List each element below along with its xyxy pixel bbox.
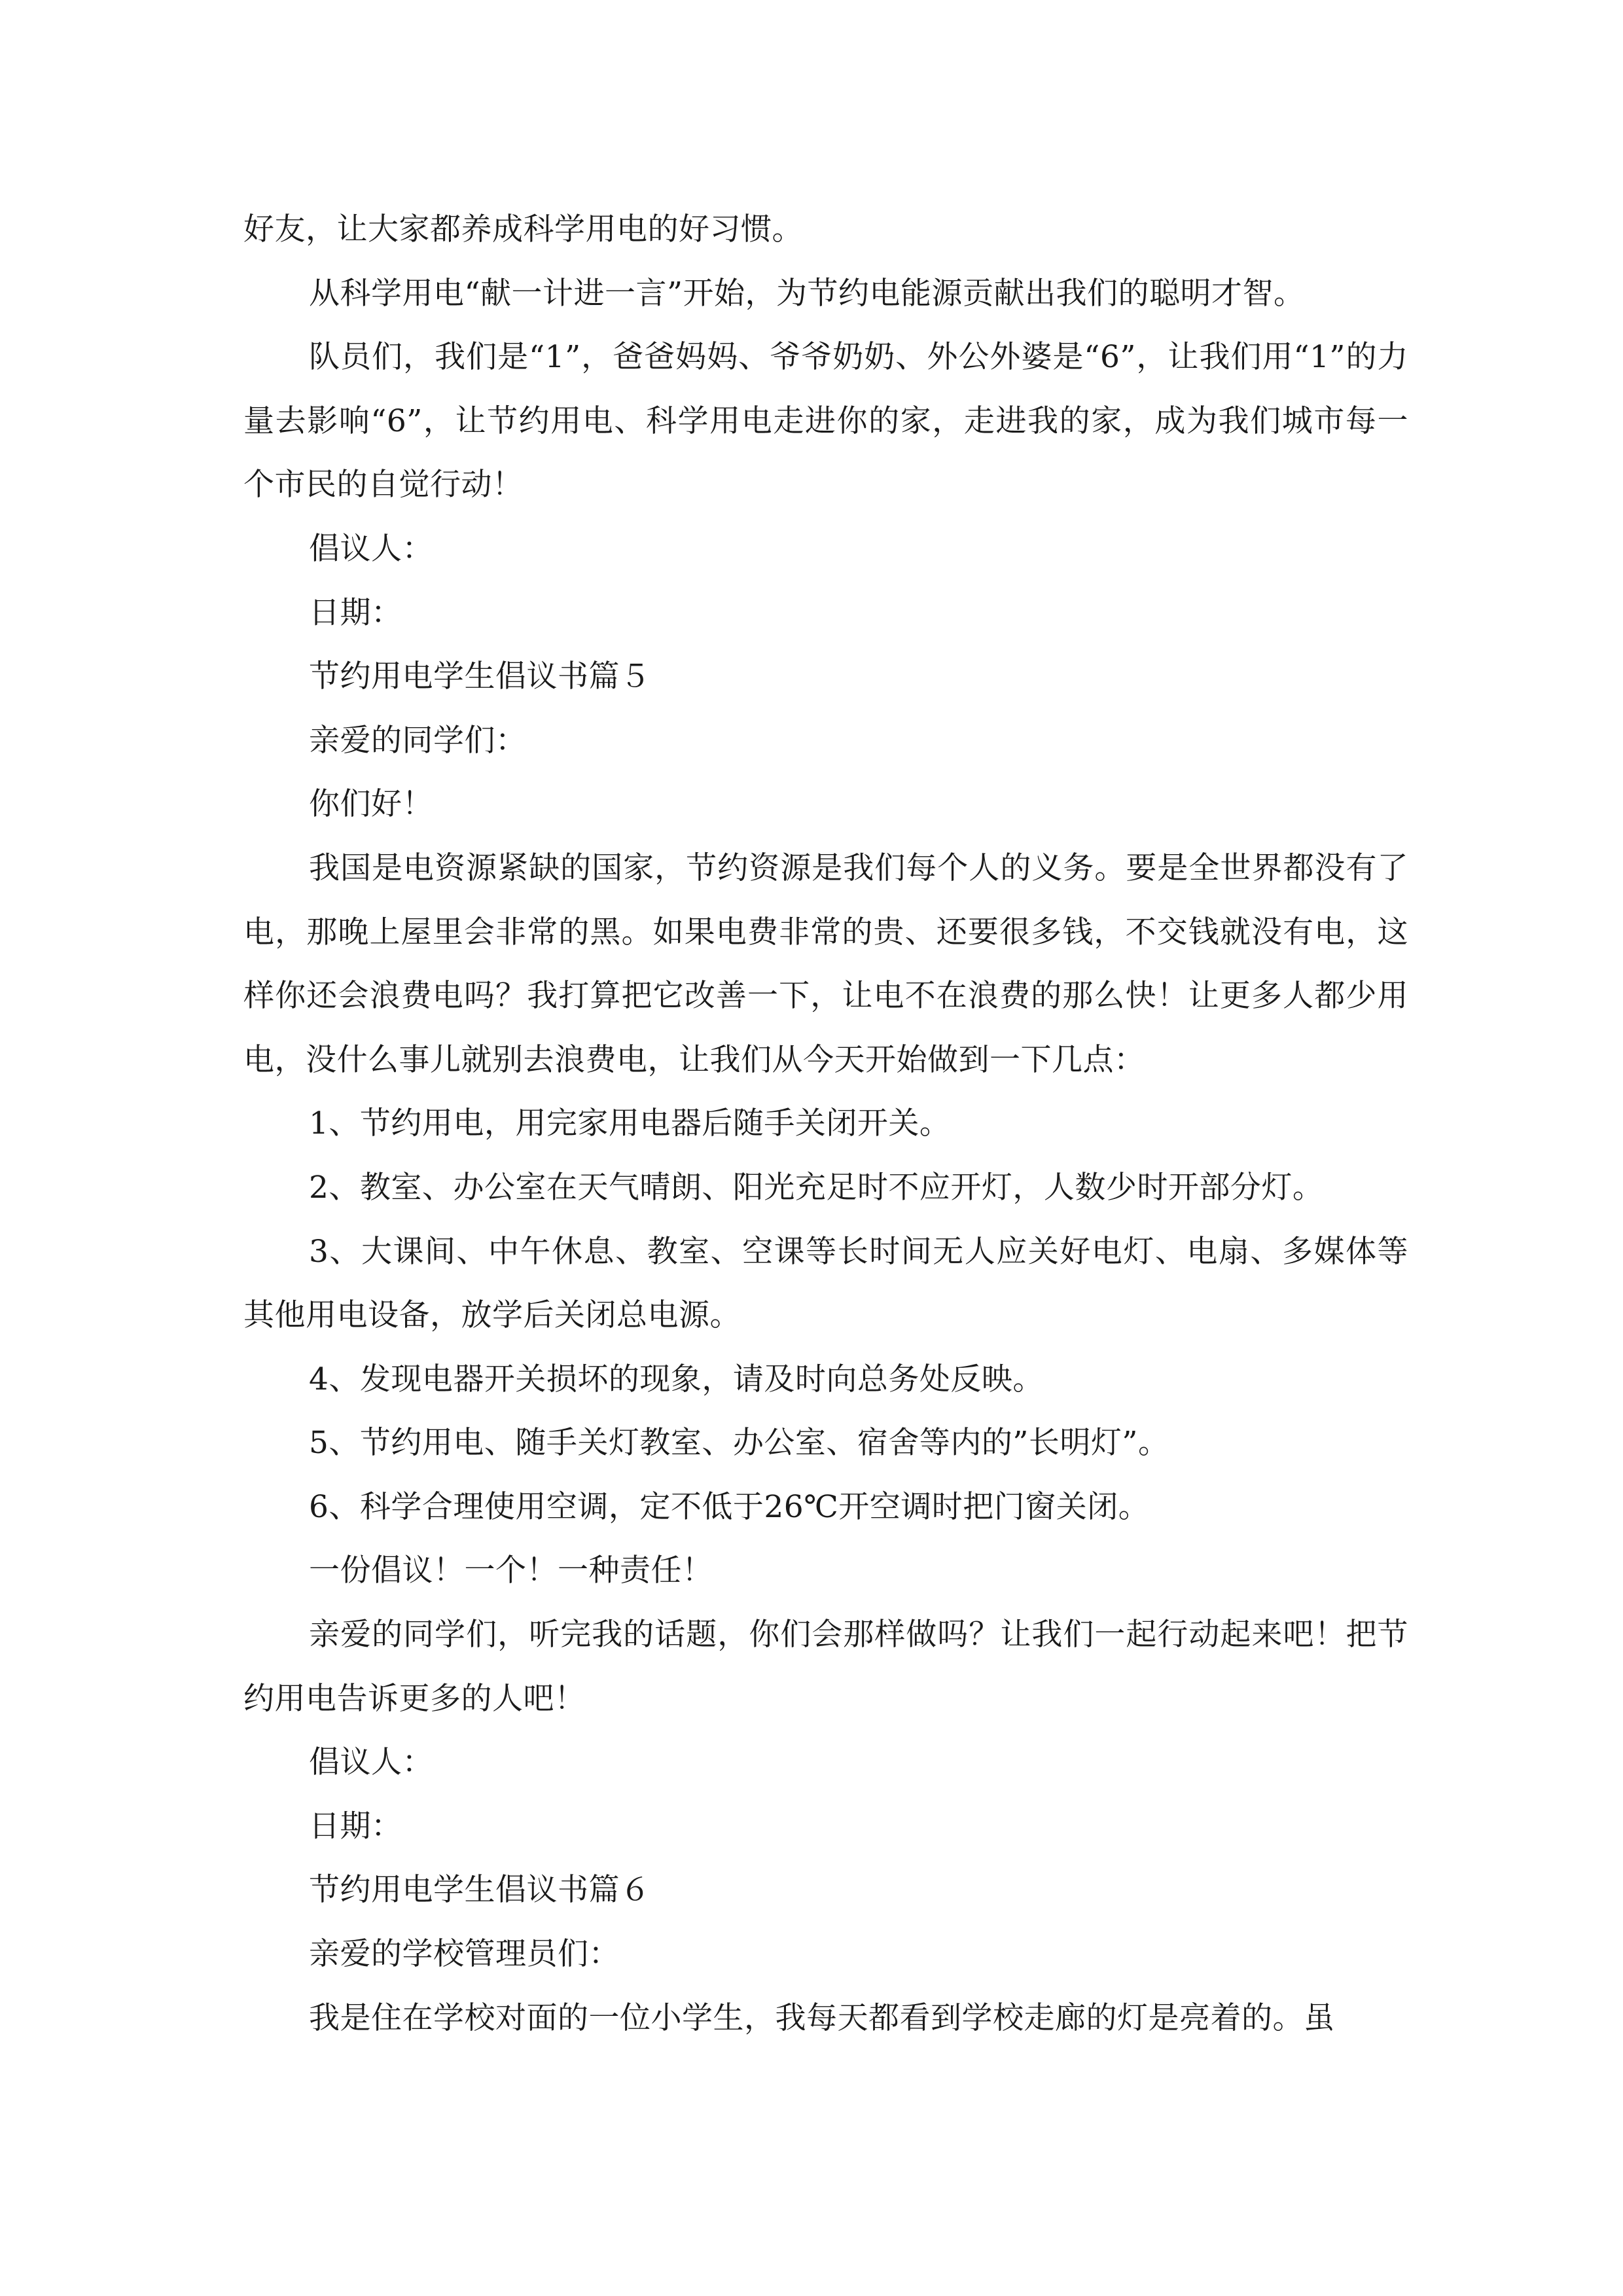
section-title-6: 节约用电学生倡议书篇６: [309, 1872, 651, 1909]
paragraph-last: 我是住在学校对面的一位小学生，我每天都看到学校走廊的灯是亮着的。虽: [309, 2000, 1335, 2036]
paragraph-1: 好友，让大家都养成科学用电的好习惯。: [243, 211, 803, 247]
list-item-1: 1、节约用电，用完家用电器后随手关闭开关。: [309, 1105, 951, 1142]
date-label-2: 日期：: [309, 1808, 402, 1844]
proposer-label-1: 倡议人：: [309, 530, 433, 567]
paragraph-3: 队员们，我们是“1”，爸爸妈妈、爷爷奶奶、外公外婆是“6”，让我们用“1”的力量去影响“6”，让节约用电、科学用电走进你的家，走进我的家，成为我们城市每一个市民的自觉行动！: [243, 339, 1408, 503]
list-item-2: 2、教室、办公室在天气晴朗、阳光充足时不应开灯，人数少时开部分灯。: [309, 1169, 1324, 1206]
paragraph-intro: 我国是电资源紧缺的国家，节约资源是我们每个人的义务。要是全世界都没有了电，那晚上屋里会非常的黑。如果电费非常的贵、还要很多钱，不交钱就没有电，这样你还会浪费电吗？我打算把它改善一下，让电不在浪费的那么快！让更多人都少用电，没什么事儿就别去浪费电，让我们从今天开始做到一下几点：: [243, 850, 1408, 1078]
proposer-label-2: 倡议人：: [309, 1744, 433, 1781]
salutation-administrators: 亲爱的学校管理员们：: [309, 1936, 620, 1973]
slogan: 一份倡议！一个！一种责任！: [309, 1552, 713, 1589]
greeting: 你们好！: [309, 786, 433, 823]
salutation-students: 亲爱的同学们：: [309, 722, 527, 759]
list-item-3: 3、大课间、中午休息、教室、空课等长时间无人应关好电灯、电扇、多媒体等其他用电设备，放学后关闭总电源。: [243, 1233, 1408, 1334]
list-item-4: 4、发现电器开关损坏的现象，请及时向总务处反映。: [309, 1361, 1044, 1397]
paragraph-closing: 亲爱的同学们，听完我的话题，你们会那样做吗？让我们一起行动起来吧！把节约用电告诉更多的人吧！: [243, 1617, 1408, 1717]
paragraph-2: 从科学用电“献一计进一言”开始，为节约电能源贡献出我们的聪明才智。: [309, 275, 1305, 312]
section-title-5: 节约用电学生倡议书篇５: [309, 658, 651, 695]
document-body: [243, 198, 1408, 2050]
list-item-5: 5、节约用电、随手关灯教室、办公室、宿舍等内的”长明灯”。: [309, 1425, 1169, 1462]
list-item-6: 6、科学合理使用空调，定不低于26℃开空调时把门窗关闭。: [309, 1488, 1150, 1525]
date-label-1: 日期：: [309, 594, 402, 631]
